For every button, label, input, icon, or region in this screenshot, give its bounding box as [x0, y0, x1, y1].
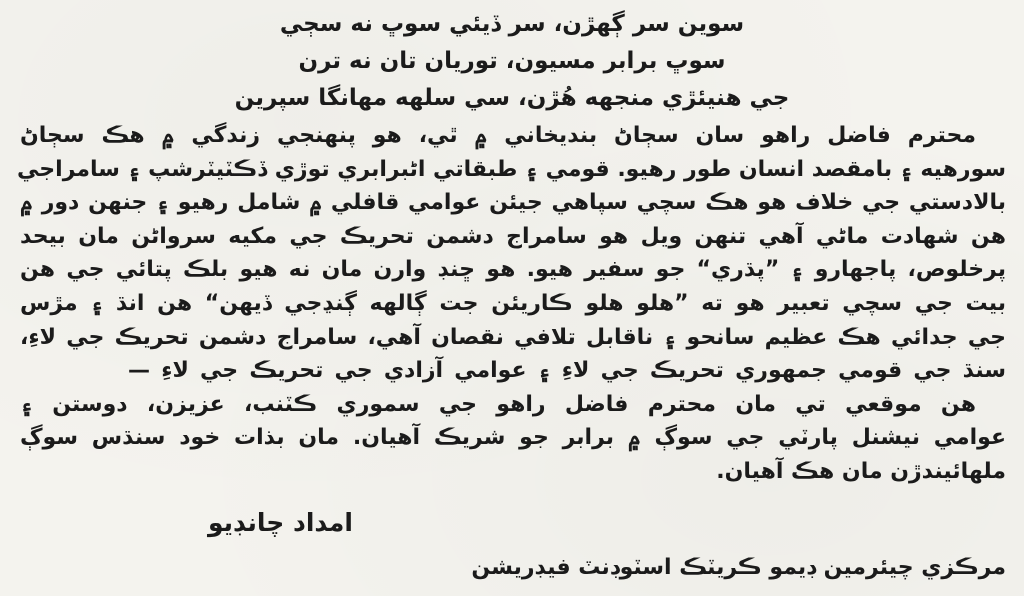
- article-line: پرخلوص، پاجهارو ۽ ”پڌري“ جو سفير هيو. هو ڇنڊ وارن مان نه هيو بلڪ پتائي جي هن: [20, 257, 1006, 283]
- poem-line: سوڀ برابر مسيون، توريان تان نه ترن: [298, 48, 726, 74]
- article-line: سورهيه ۽ بامقصد انسان طور رهيو. قومي ۽ طبقاتي اڻبرابري توڙي ڏڪٽيٽرشپ ۽ سامراجي: [17, 156, 1006, 182]
- poem-line: سوين سر ڳهڙن، سر ڏيئي سوڀ نه سڄي: [279, 11, 745, 37]
- article-line: سنڌ جي قومي جمهوري تحريڪ جي لاءِ ۽ عوامي آزادي جي تحريڪ جي لاءِ —: [128, 358, 1006, 384]
- article-line: بيت جي سچي تعبير هو ته ”هلو هلو ڪاريئن جت ڳالهه ڳنڍجي ڏيهن“ هن انڌ ۽ مڙس: [20, 290, 1006, 316]
- author-title: مرڪزي چيئرمين ڊيمو ڪريٽڪ اسٽوڊنٽ فيڊريشن: [471, 555, 1006, 580]
- article-line: هن موقعي تي مان محترم فاضل راهو جي سموري ڪٽنب، عزيزن، دوستن ۽: [20, 391, 976, 417]
- author-signature: امداد چانڊيو: [208, 508, 353, 537]
- article-line: جي جدائي هڪ عظيم سانحو ۽ ناقابل تلافي نقصان آهي، سامراج دشمن تحريڪ جي لاءِ،: [20, 324, 1006, 350]
- article-line: بالادستي جي خلاف هو هڪ سچي سپاهي جيئن عوامي قافلي ۾ شامل رهيو ۽ جنهن دور ۾: [20, 190, 1006, 216]
- article-body: [0, 119, 1024, 489]
- article-line: عوامي نيشنل پارٽي جي سوڳ ۾ برابر جو شريڪ آهيان. مان بذات خود سنڌس سوڳ: [20, 425, 1006, 451]
- poem-verse: [0, 6, 1024, 117]
- article-line: محترم فاضل راهو سان سڄاڻ بنديخاني ۾ ٿي، هو پنهنجي زندگي ۾ هڪ سڄاڻ: [20, 123, 976, 148]
- poem-line: جي هنيئڙي منجهه هُڙن، سي سلهه مهانگا سپرين: [234, 85, 790, 111]
- article-line: هن شهادت ماڻي آهي تنهن ويل هو سامراج دشمن تحريڪ جي مکيه سرواڻن مان بيحد: [20, 223, 1006, 249]
- article-line: ملهائيندڙن مان هڪ آهيان.: [716, 458, 1006, 484]
